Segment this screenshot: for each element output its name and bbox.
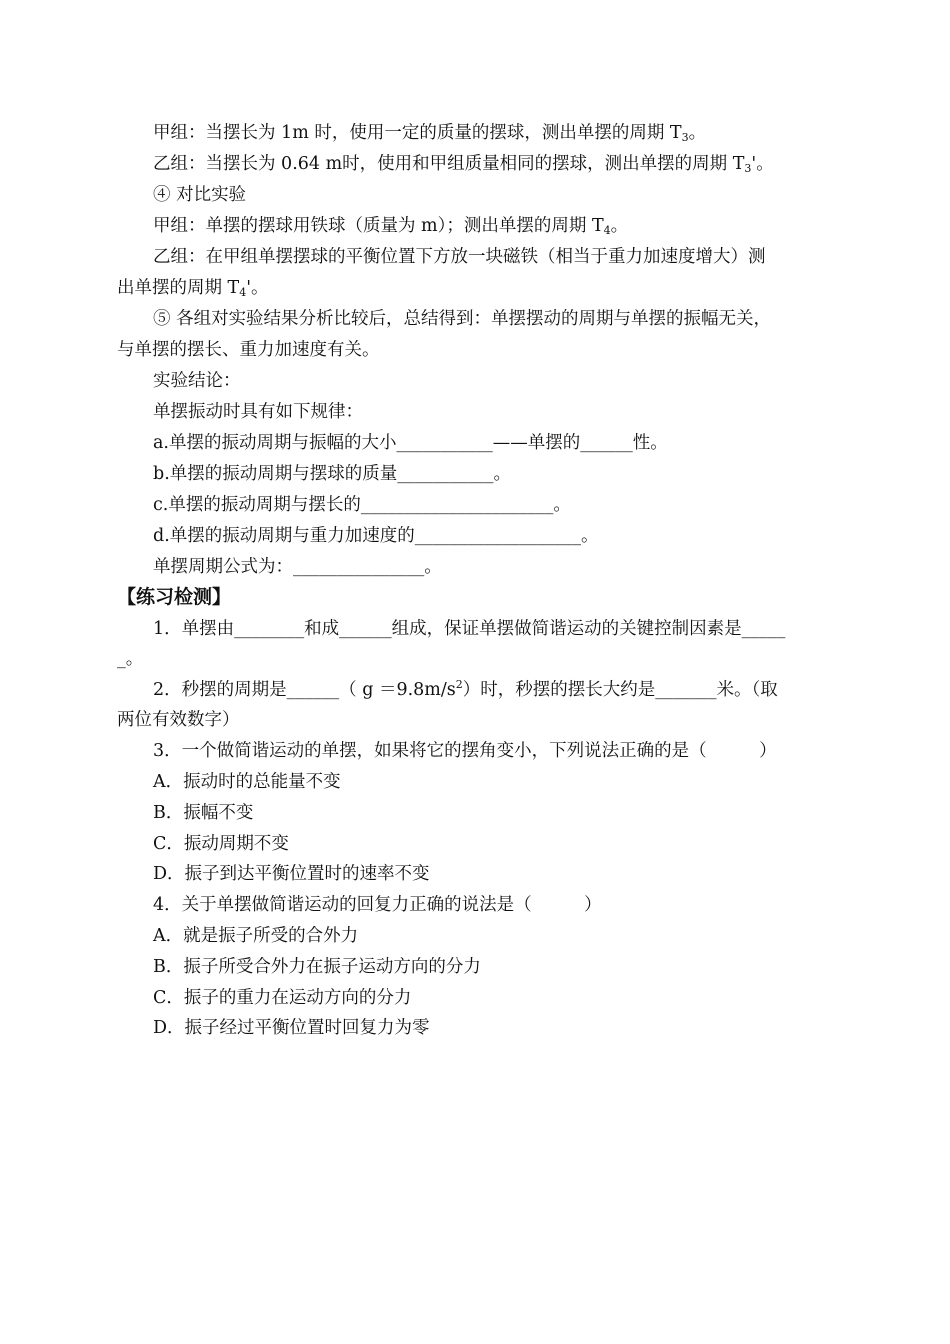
question-2-line2: 两位有效数字） bbox=[117, 710, 240, 730]
question-1-line2: _。 bbox=[117, 649, 144, 669]
superscript: 2 bbox=[455, 678, 463, 691]
text: 乙组：当摆长为 0.64 m时，使用和甲组质量相同的摆球，测出单摆的周期 T bbox=[153, 154, 745, 174]
subscript: 4 bbox=[239, 286, 247, 299]
q3-option-c: C．振动周期不变 bbox=[153, 834, 289, 854]
step5-line1: ⑤ 各组对实验结果分析比较后，总结得到：单摆摆动的周期与单摆的振幅无关， bbox=[153, 309, 772, 329]
conclusion-intro: 单摆振动时具有如下规律： bbox=[153, 402, 363, 422]
subscript: 3 bbox=[744, 162, 752, 175]
text: 出单摆的周期 T bbox=[117, 278, 240, 298]
question-3: 3．一个做简谐运动的单摆，如果将它的摆角变小，下列说法正确的是（ ） bbox=[153, 741, 777, 761]
subscript: 4 bbox=[603, 224, 611, 237]
q4-option-a: A．就是振子所受的合外力 bbox=[153, 926, 359, 946]
group-b-step4-line2 bbox=[117, 276, 269, 300]
question-1-line1: 1．单摆由________和成______组成，保证单摆做简谐运动的关键控制因素是_____ bbox=[153, 619, 786, 639]
q3-option-d: D．振子到达平衡位置时的速率不变 bbox=[153, 864, 430, 884]
q3-option-a: A．振动时的总能量不变 bbox=[153, 772, 341, 792]
q4-option-d: D．振子经过平衡位置时回复力为零 bbox=[153, 1018, 430, 1038]
text: 。 bbox=[688, 123, 707, 143]
conclusion-c: c.单摆的振动周期与摆长的______________________。 bbox=[153, 495, 571, 515]
group-a-step4 bbox=[153, 214, 628, 238]
step5-line2: 与单摆的摆长、重力加速度有关。 bbox=[117, 340, 380, 360]
group-b-step3 bbox=[153, 152, 774, 176]
text: ）时，秒摆的摆长大约是_______米。（取 bbox=[462, 680, 778, 700]
question-2-line1 bbox=[153, 678, 778, 702]
period-formula: 单摆周期公式为：_______________。 bbox=[153, 557, 442, 577]
q3-option-b: B．振幅不变 bbox=[153, 803, 254, 823]
text: 甲组：当摆长为 1m 时，使用一定的质量的摆球，测出单摆的周期 T bbox=[153, 123, 682, 143]
conclusion-a: a.单摆的振动周期与振幅的大小___________——单摆的______性。 bbox=[153, 433, 668, 453]
q4-option-b: B．振子所受合外力在振子运动方向的分力 bbox=[153, 957, 481, 977]
group-b-step4-line1: 乙组：在甲组单摆摆球的平衡位置下方放一块磁铁（相当于重力加速度增大）测 bbox=[153, 247, 766, 267]
group-a-step3 bbox=[153, 121, 706, 145]
q4-option-c: C．振子的重力在运动方向的分力 bbox=[153, 988, 412, 1008]
text: 2．秒摆的周期是______（ g ＝9.8m/s bbox=[153, 680, 456, 700]
question-4: 4．关于单摆做简谐运动的回复力正确的说法是（ ） bbox=[153, 895, 602, 915]
text: '。 bbox=[751, 154, 774, 174]
text: 甲组：单摆的摆球用铁球（质量为 m）；测出单摆的周期 T bbox=[153, 216, 604, 236]
step4-title: ④ 对比实验 bbox=[153, 185, 247, 205]
subscript: 3 bbox=[681, 131, 689, 144]
text: 。 bbox=[610, 216, 629, 236]
conclusion-title: 实验结论： bbox=[153, 371, 241, 391]
text: '。 bbox=[246, 278, 269, 298]
conclusion-d: d.单摆的振动周期与重力加速度的___________________。 bbox=[153, 526, 599, 546]
practice-heading: 【练习检测】 bbox=[117, 586, 232, 608]
conclusion-b: b.单摆的振动周期与摆球的质量___________。 bbox=[153, 464, 512, 484]
